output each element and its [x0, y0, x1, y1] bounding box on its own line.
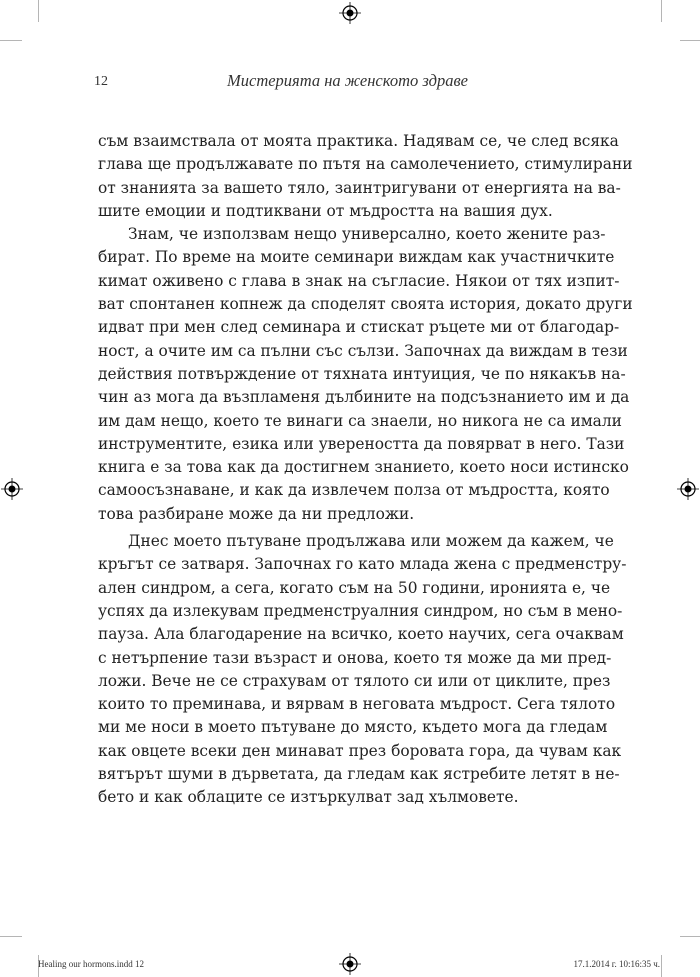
registration-target-icon [339, 2, 361, 24]
text-line: които то преминава, и вярвам в неговата мъдрост. Сега тялото [98, 695, 616, 714]
text-line: ност, а очите им са пълни със сълзи. Започнах да виждам в тези [98, 341, 628, 360]
text-line: пауза. Ала благодарение на всичко, което научих, сега очаквам [98, 625, 624, 644]
body-text [98, 130, 633, 810]
footer-file-slug: Healing our hormons.indd 12 [38, 959, 144, 969]
text-line: ложи. Вече не се страхувам от тялото си или от циклите, през [98, 671, 611, 690]
text-line: глава ще продължавате по пътя на самолечението, стимулирани [98, 155, 633, 174]
text-line: успях да излекувам предменструалния синдром, но съм в мено- [98, 601, 623, 620]
registration-target-icon [339, 953, 361, 975]
paragraph [98, 223, 633, 526]
text-line: от знанията за вашето тяло, заинтригувани от енергията на ва- [98, 178, 621, 197]
crop-mark-bottom-right [680, 936, 700, 937]
text-line: действия потвърждение от тяхната интуиция, че по някакъв на- [98, 364, 626, 383]
text-line: ален синдром, а сега, когато съм на 50 години, иронията е, че [98, 578, 611, 597]
text-line: самоосъзнаване, и как да извлечем полза от мъдростта, която [98, 481, 610, 500]
text-line: книга е за това как да достигнем знанието, което носи истинско [98, 458, 629, 477]
running-head [0, 66, 700, 96]
crop-mark-bottom-right-vertical [661, 955, 662, 977]
text-line: ват спонтанен копнеж да споделят своята история, докато други [98, 295, 633, 314]
text-line: кимат оживено с глава в знак на съгласие. Някои от тях изпит- [98, 271, 620, 290]
text-line: кръгът се затваря. Започнах го като млада жена с предменстру- [98, 555, 627, 574]
text-line: инструментите, езика или увереността да повярват в него. Тази [98, 434, 625, 453]
text-line: с нетърпение тази възраст и онова, което тя може да ми пред- [98, 648, 612, 667]
text-line: бето и как облаците се изтъркулват зад хълмовете. [98, 788, 519, 807]
registration-target-icon [1, 478, 23, 500]
text-line: ми ме носи в моето пътуване до място, където мога да гледам [98, 718, 608, 737]
page-number: 12 [94, 74, 108, 89]
text-line: това разбиране може да ни предложи. [98, 504, 415, 523]
text-line: как овцете всеки ден минават през боровата гора, да чувам как [98, 741, 622, 760]
text-line: вятърът шуми в дърветата, да гледам как ястребите летят в не- [98, 765, 620, 784]
footer-timestamp: 17.1.2014 г. 10:16:35 ч. [573, 959, 660, 969]
crop-mark-top-left-vertical [38, 0, 39, 22]
crop-mark-bottom-left [0, 936, 22, 937]
crop-mark-top-left [0, 40, 22, 41]
text-line: Днес моето пътуване продължава или можем да кажем, че [128, 532, 614, 551]
text-line: бират. По време на моите семинари виждам как участничките [98, 248, 615, 267]
text-line: идват при мен след семинара и стискат ръцете ми от благодар- [98, 318, 620, 337]
registration-target-icon [677, 478, 699, 500]
book-title: Мистерията на женското здраве [227, 71, 468, 90]
text-line: Знам, че използвам нещо универсално, което жените раз- [128, 225, 606, 244]
paragraph [98, 130, 633, 223]
paragraph [98, 530, 627, 810]
crop-mark-top-right [680, 40, 700, 41]
text-line: им дам нещо, което те винаги са знаели, но никога не са имали [98, 411, 622, 430]
text-line: шите емоции и подтиквани от мъдростта на вашия дух. [98, 201, 553, 220]
text-line: съм взаимствала от моята практика. Надявам се, че след всяка [98, 132, 619, 150]
crop-mark-top-right-vertical [661, 0, 662, 22]
text-line: чин аз мога да възпламеня дълбините на подсъзнанието им и да [98, 388, 630, 407]
